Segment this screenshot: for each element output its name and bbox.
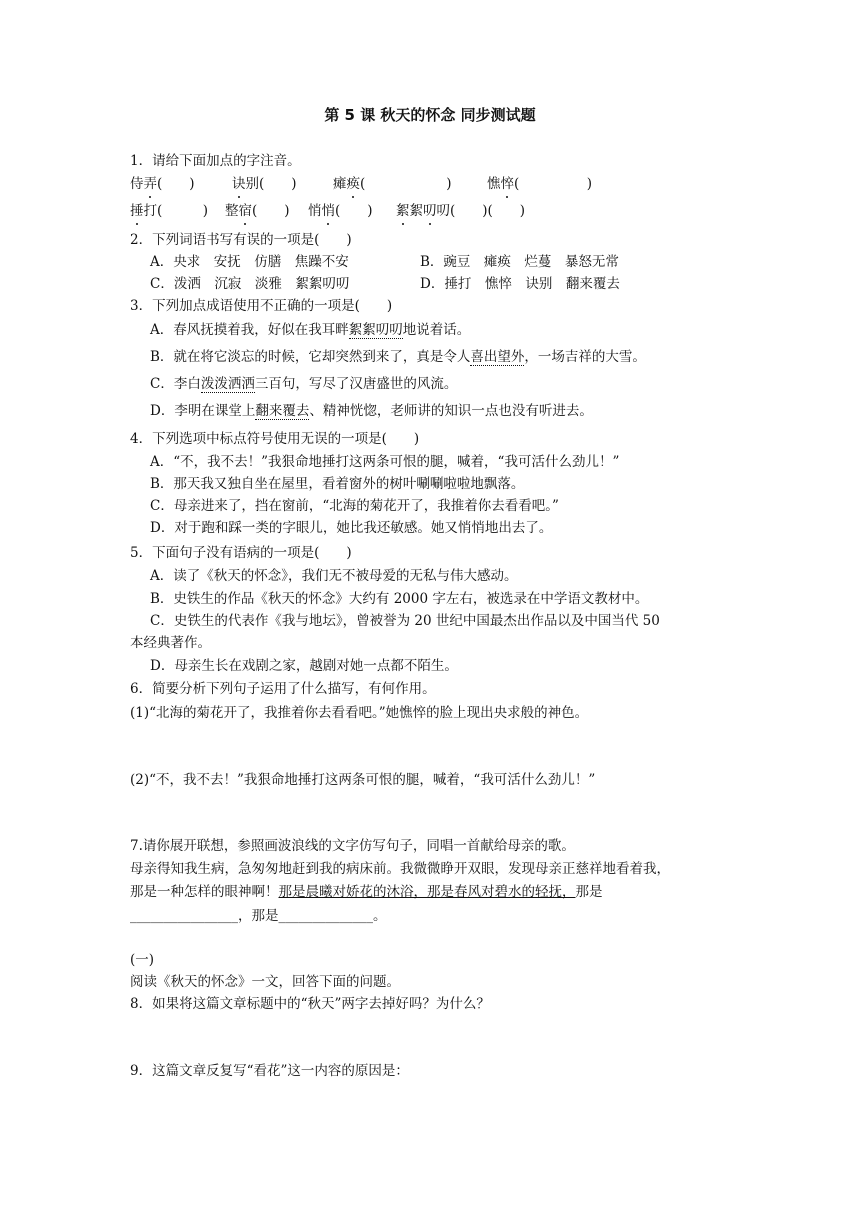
q1-item: 侍弄( ) <box>130 176 195 192</box>
q4-option-a: A．“不，我不去！”我狠命地捶打这两条可恨的腿，喊着，“我可活什么劲儿！” <box>150 454 620 470</box>
q5-stem: 5．下面句子没有语病的一项是( ) <box>130 545 352 561</box>
q4-option-b: B．那天我又独自坐在屋里，看着窗外的树叶唰唰啦啦地飘落。 <box>150 476 525 492</box>
q3-stem: 3．下列加点成语使用不正确的一项是( ) <box>130 298 393 314</box>
q6-sentence-2: (2)“不，我不去！”我狠命地捶打这两条可恨的腿，喊着，“我可活什么劲儿！” <box>130 772 596 788</box>
q1-item: 悄悄( ) <box>308 203 373 219</box>
q6-sentence-1: (1)“北海的菊花开了，我推着你去看看吧。”她憔悴的脸上现出央求般的神色。 <box>130 705 589 721</box>
q3-option-d: D．李明在课堂上翻来覆去、精神恍惚，老师讲的知识一点也没有听进去。 <box>150 403 593 419</box>
q1-item: 絮絮叨叨( )( ) <box>396 203 526 219</box>
q5-option-b: B．史铁生的作品《秋天的怀念》大约有 2000 字左右，被选录在中学语文教材中。 <box>150 591 649 607</box>
q1-stem: 1．请给下面加点的字注音。 <box>130 153 301 169</box>
q1-item: 整宿( ) <box>225 203 290 219</box>
q2-option-c: C．泼洒 沉寂 淡雅 絮絮叨叨 <box>150 276 350 292</box>
q1-item: 捶打( ) <box>130 203 209 219</box>
q7-stem: 7.请你展开联想，参照画波浪线的文字仿写句子，同唱一首献给母亲的歌。 <box>130 838 575 854</box>
q4-option-c: C．母亲进来了，挡在窗前，“北海的菊花开了，我推着你去看看吧。” <box>150 498 559 514</box>
q9-stem: 9．这篇文章反复写“看花”这一内容的原因是： <box>130 1063 409 1079</box>
q8-stem: 8．如果将这篇文章标题中的“秋天”两字去掉好吗？为什么？ <box>130 996 490 1012</box>
q7-blanks: ________________，那是______________。 <box>130 908 387 924</box>
q2-option-a: A．央求 安抚 仿膳 焦躁不安 <box>150 254 349 270</box>
q1-item: 瘫痪( ) <box>333 176 452 192</box>
q5-option-c: C．史铁生的代表作《我与地坛》，曾被誉为 20 世纪中国最杰出作品以及中国当代 50 <box>150 613 660 629</box>
q3-option-a: A．春风抚摸着我，好似在我耳畔絮絮叨叨地说着话。 <box>150 322 471 338</box>
q3-option-b: B．就在将它淡忘的时候，它却突然到来了，真是令人喜出望外，一场吉祥的大雪。 <box>150 349 646 365</box>
q2-option-d: D．捶打 憔悴 诀别 翻来覆去 <box>420 276 620 292</box>
dotted-idiom: 翻来覆去 <box>255 403 310 419</box>
section-label: (一) <box>130 952 155 968</box>
q5-option-a: A．读了《秋天的怀念》，我们无不被母爱的无私与伟大感动。 <box>150 568 518 584</box>
q4-stem: 4．下列选项中标点符号使用无误的一项是( ) <box>130 431 420 447</box>
q7-paragraph-2: 那是一种怎样的眼神啊！那是晨曦对娇花的沐浴，那是春风对碧水的轻抚，那是 <box>130 884 603 900</box>
wavy-underlined-text: 那是晨曦对娇花的沐浴，那是春风对碧水的轻抚， <box>278 884 576 900</box>
q2-option-b: B．豌豆 瘫痪 烂蔓 暴怒无常 <box>420 254 619 270</box>
q7-paragraph-1: 母亲得知我生病，急匆匆地赶到我的病床前。我微微睁开双眼，发现母亲正慈祥地看着我， <box>130 861 670 877</box>
dotted-idiom: 喜出望外 <box>470 349 525 365</box>
q6-stem: 6．简要分析下列句子运用了什么描写，有何作用。 <box>130 681 436 697</box>
dotted-idiom: 泼泼洒洒 <box>200 376 255 392</box>
q2-stem: 2．下列词语书写有误的一项是( ) <box>130 232 352 248</box>
dotted-idiom: 絮絮叨叨 <box>348 322 403 338</box>
q1-item: 憔悴( ) <box>487 176 593 192</box>
q5-option-c-cont: 本经典著作。 <box>130 635 211 651</box>
q3-option-c: C．李白泼泼洒洒三百句，写尽了汉唐盛世的风流。 <box>150 376 458 392</box>
section-intro: 阅读《秋天的怀念》一文，回答下面的问题。 <box>130 974 400 990</box>
q5-option-d: D．母亲生长在戏剧之家，越剧对她一点都不陌生。 <box>150 658 458 674</box>
page-title: 第 5 课 秋天的怀念 同步测试题 <box>324 106 536 124</box>
q4-option-d: D．对于跑和踩一类的字眼儿，她比我还敏感。她又悄悄地出去了。 <box>150 520 553 536</box>
q1-item: 诀别( ) <box>232 176 297 192</box>
